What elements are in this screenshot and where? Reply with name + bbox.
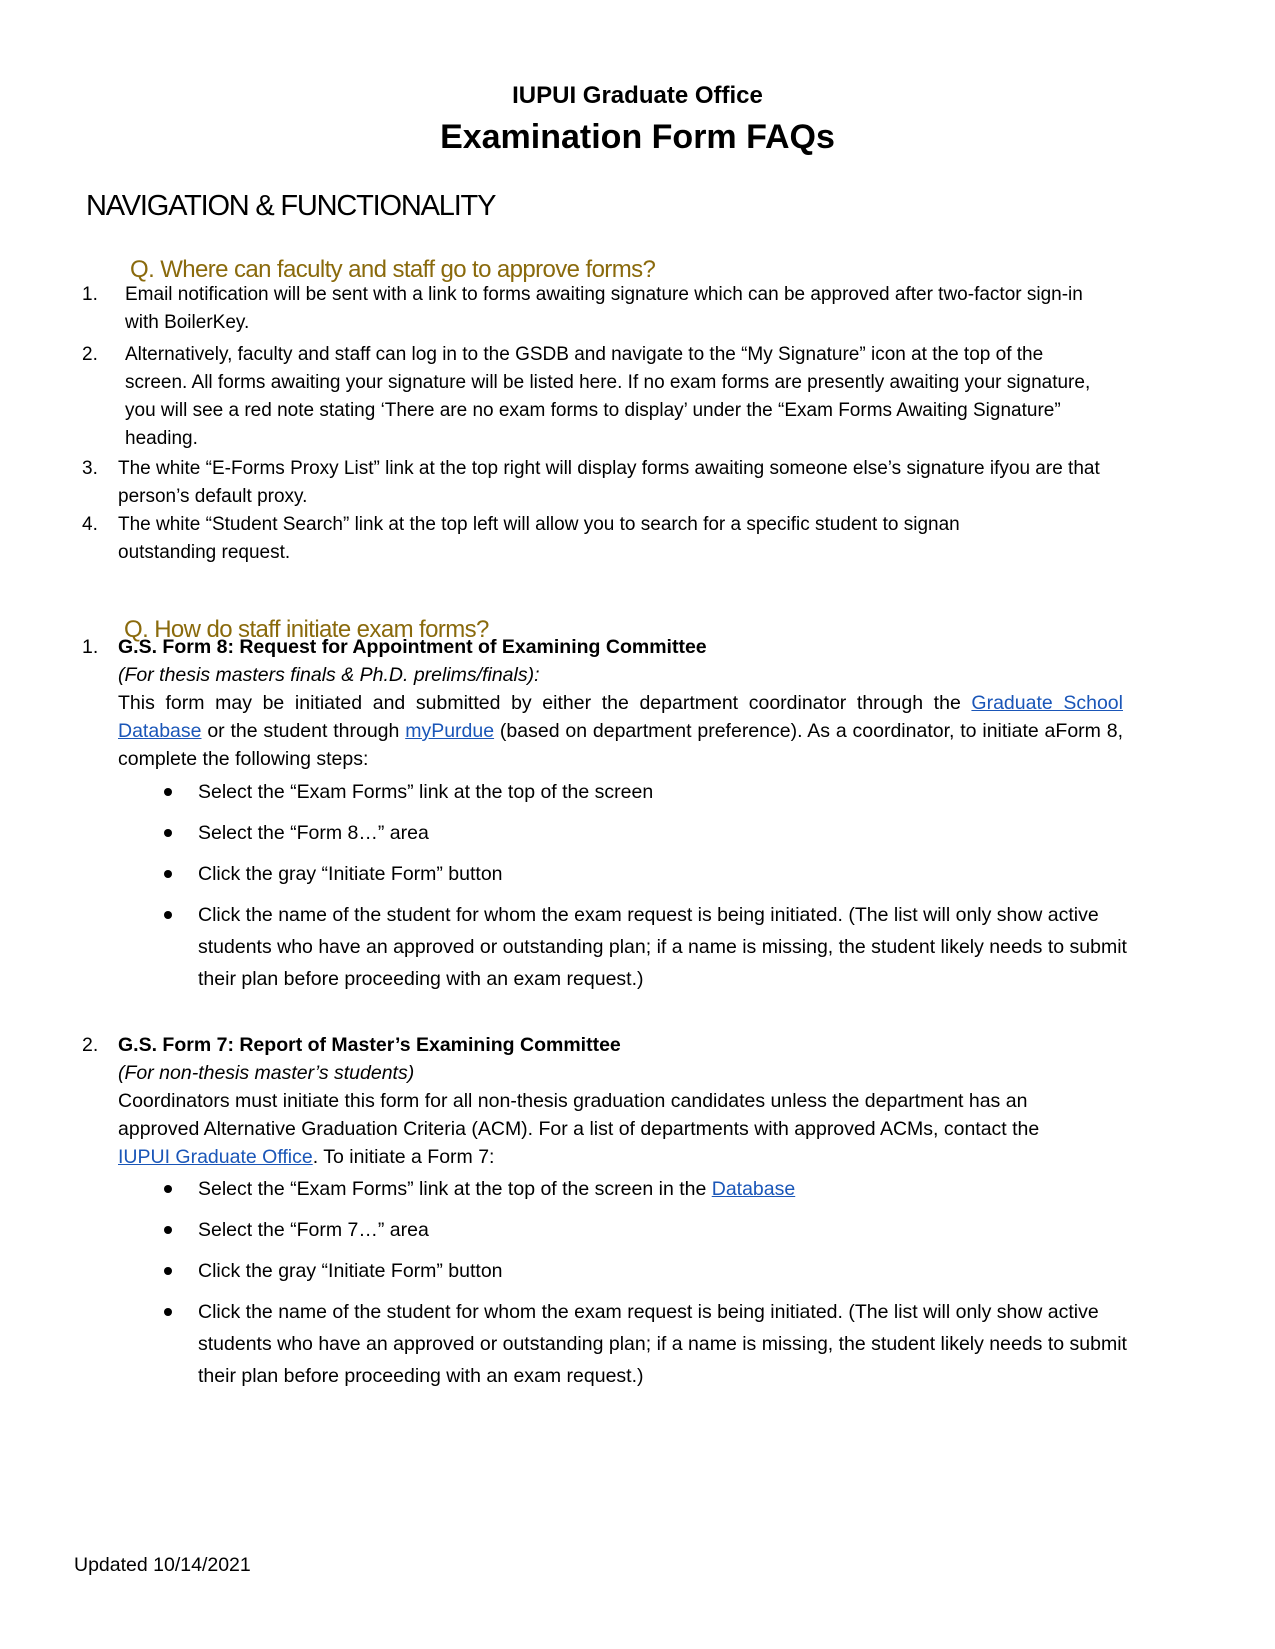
page-title: Examination Form FAQs: [440, 118, 835, 156]
list-item: Email notification will be sent with a link to forms awaiting signature which can be approved after two-factor sign-in with BoilerKey.: [125, 284, 1083, 333]
form8-body-text: (based on department preference). As a coordinator, to initiate aForm 8, complete the following steps:: [118, 720, 1123, 770]
bullet-icon: [164, 1267, 172, 1275]
form7-body: [118, 1087, 1078, 1171]
list-item: [160, 1296, 1140, 1392]
form8-section: [118, 633, 1123, 773]
office-name: IUPUI Graduate Office: [512, 82, 763, 109]
list-item: [160, 858, 1140, 890]
bullet-icon: [164, 1226, 172, 1234]
bullet-icon: [164, 870, 172, 878]
list-item: [160, 1255, 1140, 1287]
bullet-icon: [164, 829, 172, 837]
form7-section: [118, 1031, 1078, 1171]
question-approve-forms: Q. Where can faculty and staff go to approve forms?: [130, 256, 656, 283]
updated-date: Updated 10/14/2021: [74, 1554, 251, 1576]
form7-title: G.S. Form 7: Report of Master’s Examining Committee: [118, 1034, 621, 1056]
list-item: [160, 1173, 1140, 1205]
form8-body-text: or the student through: [201, 720, 406, 742]
database-link[interactable]: Database: [711, 1178, 796, 1200]
list-number: 1.: [82, 284, 98, 305]
bullet-icon: [164, 1185, 172, 1193]
list-number: 3.: [82, 458, 98, 479]
form7-steps: [160, 1173, 1140, 1401]
question-initiate-forms: Q. How do staff initiate exam forms?: [124, 616, 489, 643]
form7-body-text: Coordinators must initiate this form for all non-thesis graduation candidates unless the department has an approved Alternative Graduation Criteria (ACM). For a list of departments with approved ACMs, contact the: [118, 1090, 1040, 1140]
bullet-icon: [164, 788, 172, 796]
form8-body-text: This form may be initiated and submitted by either the department coordinator through the: [118, 692, 972, 714]
bullet-text: Click the name of the student for whom the exam request is being initiated. (The list will only show active students who have an approved or outstanding plan; if a name is missing, the student likely needs to submit their plan before proceeding with an exam request.): [198, 1301, 1127, 1387]
form8-steps: [160, 776, 1140, 1004]
form8-title: G.S. Form 8: Request for Appointment of Examining Committee: [118, 636, 707, 658]
list-item: Alternatively, faculty and staff can log in to the GSDB and navigate to the “My Signature” icon at the top of the screen. All forms awaiting your signature will be listed here. If no exam forms are presently awaiting your signature, you will see a red note stating ‘There are no exam forms to display’ under the “Exam Forms Awaiting Signature” heading.: [125, 344, 1091, 449]
form8-body: [118, 689, 1123, 773]
list-item: The white “Student Search” link at the top left will allow you to search for a specific student to signan outstanding request.: [118, 514, 960, 563]
list-item: [160, 817, 1140, 849]
bullet-icon: [164, 911, 172, 919]
form8-subtitle: (For thesis masters finals & Ph.D. prelims/finals):: [118, 664, 540, 686]
list-item: The white “E-Forms Proxy List” link at the top right will display forms awaiting someone else’s signature ifyou are that person’s default proxy.: [118, 458, 1100, 507]
list-number: 4.: [82, 514, 98, 535]
form7-body-text: . To initiate a Form 7:: [312, 1146, 495, 1168]
iupui-graduate-office-link[interactable]: IUPUI Graduate Office: [118, 1146, 313, 1168]
bullet-text: Select the “Exam Forms” link at the top of the screen in the: [198, 1178, 712, 1200]
list-number: 1.: [82, 636, 99, 658]
bullet-icon: [164, 1308, 172, 1316]
section-heading: NAVIGATION & FUNCTIONALITY: [86, 190, 496, 222]
form7-subtitle: (For non-thesis master’s students): [118, 1062, 415, 1084]
bullet-text: Select the “Exam Forms” link at the top of the screen: [198, 781, 654, 803]
bullet-text: Select the “Form 8…” area: [198, 822, 429, 844]
bullet-text: Select the “Form 7…” area: [198, 1219, 429, 1241]
list-item: [160, 899, 1140, 995]
list-item: [160, 776, 1140, 808]
bullet-text: Click the gray “Initiate Form” button: [198, 863, 503, 885]
bullet-text: Click the name of the student for whom the exam request is being initiated. (The list will only show active students who have an approved or outstanding plan; if a name is missing, the student likely needs to submit their plan before proceeding with an exam request.): [198, 904, 1127, 990]
bullet-text: Click the gray “Initiate Form” button: [198, 1260, 503, 1282]
mypurdue-link[interactable]: myPurdue: [405, 720, 495, 742]
list-number: 2.: [82, 344, 98, 365]
list-item: [160, 1214, 1140, 1246]
list-number: 2.: [82, 1034, 99, 1056]
graduate-school-database-link[interactable]: Graduate School Database: [118, 692, 1123, 742]
